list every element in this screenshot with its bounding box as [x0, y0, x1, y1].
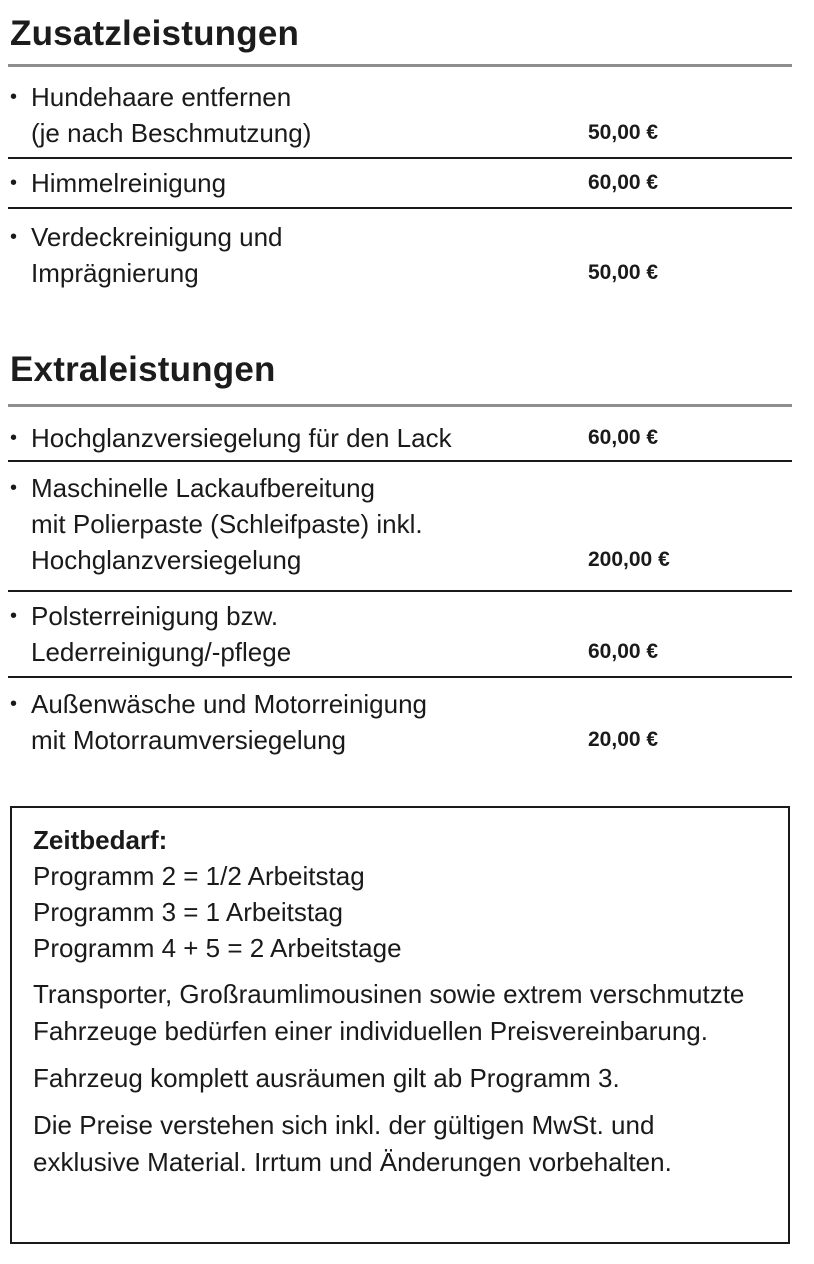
bullet: • [10, 427, 18, 449]
item-price: 60,00 € [588, 640, 659, 663]
bullet: • [10, 693, 18, 715]
item-price: 50,00 € [588, 261, 659, 284]
item-price: 60,00 € [588, 171, 659, 194]
zusatzleistungen-list [8, 67, 792, 301]
item-description: Polsterreinigung bzw. Lederreinigung/-pflege [31, 601, 292, 667]
info-paragraph-ausraeumen: Fahrzeug komplett ausräumen gilt ab Programm 3. [33, 1063, 620, 1093]
list-item-aussenwaesche [8, 678, 792, 770]
extraleistungen-list [8, 407, 792, 770]
item-description: Himmelreinigung [31, 168, 227, 198]
list-item-lackaufbereitung [8, 462, 792, 592]
list-item-hundehaare [8, 67, 792, 159]
info-paragraph-preise: Die Preise verstehen sich inkl. der gültigen MwSt. und exklusive Material. Irrtum und Änderungen vorbehalten. [33, 1110, 672, 1177]
zeitbedarf-line: Programm 4 + 5 = 2 Arbeitstage [33, 933, 402, 963]
info-box [10, 806, 790, 1244]
item-price: 200,00 € [588, 548, 670, 571]
zeitbedarf-line: Programm 2 = 1/2 Arbeitstag [33, 861, 365, 891]
item-price: 60,00 € [588, 426, 659, 449]
list-item-himmelreinigung [8, 159, 792, 209]
info-paragraph-transporter: Transporter, Großraumlimousinen sowie extrem verschmutzte Fahrzeuge bedürfen einer individuellen Preisvereinbarung. [33, 979, 745, 1046]
zeitbedarf-line: Programm 3 = 1 Arbeitstag [33, 897, 343, 927]
bullet: • [10, 172, 18, 194]
item-description: Außenwäsche und Motorreinigung mit Motorraumversiegelung [31, 689, 428, 755]
item-description: Hochglanzversiegelung für den Lack [31, 423, 452, 453]
list-item-polsterreinigung [8, 592, 792, 678]
list-item-verdeckreinigung [8, 209, 792, 301]
item-description: Maschinelle Lackaufbereitung mit Polierpaste (Schleifpaste) inkl. Hochglanzversiegelung [31, 473, 423, 575]
bullet: • [10, 226, 18, 248]
section-title-extraleistungen: Extraleistungen [10, 350, 276, 389]
item-price: 50,00 € [588, 121, 659, 144]
item-description: Verdeckreinigung und Imprägnierung [31, 222, 283, 288]
list-item-hochglanzversiegelung [8, 407, 792, 462]
bullet: • [10, 605, 18, 627]
item-price: 20,00 € [588, 728, 659, 751]
item-description: Hundehaare entfernen (je nach Beschmutzung) [31, 82, 312, 148]
section-title-zusatzleistungen: Zusatzleistungen [10, 14, 300, 53]
zeitbedarf-heading: Zeitbedarf: [33, 825, 168, 855]
bullet: • [10, 86, 18, 108]
bullet: • [10, 477, 18, 499]
